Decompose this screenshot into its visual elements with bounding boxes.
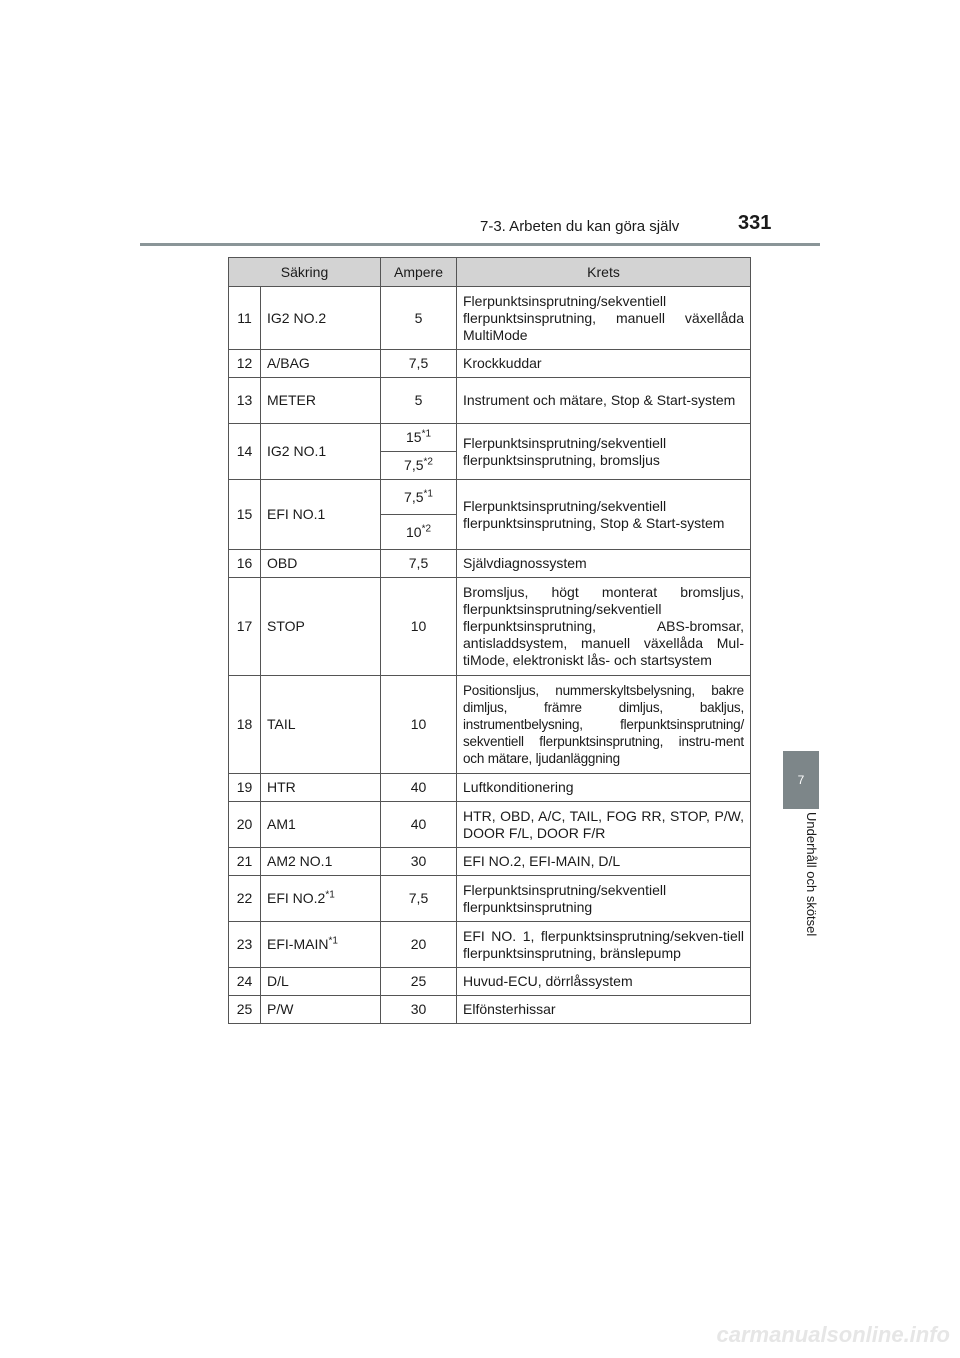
fuse-number: 21 — [229, 848, 261, 876]
fuse-name-cell — [261, 876, 381, 922]
fuse-ampere: 5 — [381, 287, 457, 350]
fuse-name: P/W — [261, 996, 381, 1024]
ampere-value: 7,5 — [404, 488, 424, 505]
footnote-marker: *1 — [325, 889, 335, 901]
fuse-number: 23 — [229, 922, 261, 968]
fuse-number: 20 — [229, 802, 261, 848]
fuse-circuit: Självdiagnossystem — [457, 550, 751, 578]
fuse-name: A/BAG — [261, 350, 381, 378]
fuse-number: 14 — [229, 424, 261, 480]
fuse-number: 16 — [229, 550, 261, 578]
table-row — [229, 922, 751, 968]
fuse-ampere: 20 — [381, 922, 457, 968]
fuse-ampere-variant-1 — [381, 480, 457, 515]
footnote-marker: *1 — [328, 935, 338, 947]
fuse-name: AM1 — [261, 802, 381, 848]
fuse-number: 25 — [229, 996, 261, 1024]
fuse-circuit: EFI NO.2, EFI-MAIN, D/L — [457, 848, 751, 876]
fuse-number: 18 — [229, 676, 261, 774]
table-row — [229, 876, 751, 922]
footnote-marker: *1 — [421, 428, 432, 440]
fuse-name: D/L — [261, 968, 381, 996]
fuse-name: IG2 NO.1 — [261, 424, 381, 480]
table-row — [229, 424, 751, 452]
fuse-name: EFI-MAIN — [267, 936, 329, 952]
fuse-ampere-variant-1 — [381, 424, 457, 452]
fuse-ampere: 7,5 — [381, 350, 457, 378]
fuse-number: 19 — [229, 774, 261, 802]
fuse-number: 24 — [229, 968, 261, 996]
page-number: 331 — [738, 212, 772, 234]
fuse-circuit: Elfönsterhissar — [457, 996, 751, 1024]
fuse-circuit: Luftkonditionering — [457, 774, 751, 802]
fuse-ampere: 5 — [381, 378, 457, 424]
fuse-name: METER — [261, 378, 381, 424]
fuse-name: EFI NO.1 — [261, 480, 381, 550]
table-row — [229, 968, 751, 996]
footnote-marker: *2 — [423, 456, 433, 468]
header-rule — [140, 243, 820, 246]
fuse-name-cell — [261, 922, 381, 968]
footnote-marker: *1 — [423, 487, 433, 499]
chapter-number: 7 — [797, 773, 805, 787]
fuse-number: 13 — [229, 378, 261, 424]
fuse-ampere: 7,5 — [381, 876, 457, 922]
fuse-name: TAIL — [261, 676, 381, 774]
fuse-circuit: EFI NO. 1, flerpunktsinsprutning/sekven-tiell flerpunktsinsprutning, bränslepump — [457, 922, 751, 968]
fuse-ampere-variant-2 — [381, 452, 457, 480]
table-row — [229, 578, 751, 676]
ampere-value: 10 — [405, 523, 422, 540]
fuse-ampere: 40 — [381, 802, 457, 848]
fuse-circuit: Flerpunktsinsprutning/sekventiell flerpunktsinsprutning, bromsljus — [457, 424, 751, 480]
table-row — [229, 287, 751, 350]
fuse-number: 15 — [229, 480, 261, 550]
fuse-circuit: Flerpunktsinsprutning/sekventiell flerpunktsinsprutning — [457, 876, 751, 922]
watermark-logo: carmanualsonline.info — [716, 1322, 950, 1347]
fuse-ampere: 7,5 — [381, 550, 457, 578]
fuse-table — [228, 257, 751, 1024]
fuse-circuit: Positionsljus, nummerskyltsbelysning, bakre dimljus, främre dimljus, bakljus, instrumentbelysning, flerpunktsinsprutning/ sekventiell flerpunktsinsprutning, instru-ment och mätare, ljudanläggning — [457, 676, 751, 774]
table-row — [229, 550, 751, 578]
fuse-name: EFI NO.2 — [267, 890, 326, 906]
section-title: 7-3. Arbeten du kan göra själv — [480, 218, 680, 235]
table-row — [229, 378, 751, 424]
fuse-circuit: Krockkuddar — [457, 350, 751, 378]
header-ampere: Ampere — [381, 258, 457, 287]
fuse-ampere-variant-2 — [381, 515, 457, 550]
fuse-name: OBD — [261, 550, 381, 578]
table-row — [229, 802, 751, 848]
table-row — [229, 774, 751, 802]
fuse-name: HTR — [261, 774, 381, 802]
fuse-ampere: 30 — [381, 848, 457, 876]
fuse-ampere: 25 — [381, 968, 457, 996]
ampere-value: 15 — [405, 429, 422, 445]
fuse-name: AM2 NO.1 — [261, 848, 381, 876]
header-fuse: Säkring — [229, 258, 381, 287]
table-row — [229, 676, 751, 774]
fuse-name: STOP — [261, 578, 381, 676]
fuse-number: 22 — [229, 876, 261, 922]
chapter-title: Underhåll och skötsel — [804, 812, 819, 937]
fuse-ampere: 40 — [381, 774, 457, 802]
chapter-tab[interactable] — [783, 751, 819, 809]
fuse-ampere: 10 — [381, 676, 457, 774]
fuse-number: 11 — [229, 287, 261, 350]
fuse-number: 12 — [229, 350, 261, 378]
ampere-value: 7,5 — [404, 457, 424, 473]
table-row — [229, 480, 751, 515]
fuse-circuit: Flerpunktsinsprutning/sekventiell flerpunktsinsprutning, manuell växellåda MultiMode — [457, 287, 751, 350]
fuse-ampere: 30 — [381, 996, 457, 1024]
fuse-number: 17 — [229, 578, 261, 676]
fuse-name: IG2 NO.2 — [261, 287, 381, 350]
fuse-circuit: Flerpunktsinsprutning/sekventiell flerpunktsinsprutning, Stop & Start-system — [457, 480, 751, 550]
fuse-circuit: Bromsljus, högt monterat bromsljus, flerpunktsinsprutning/sekventiell flerpunktsinsprutning, ABS-bromsar, antisladdsystem, manuell växellåda Mul-tiMode, elektroniskt lås- och startsystem — [457, 578, 751, 676]
table-row — [229, 350, 751, 378]
header-circuit: Krets — [457, 258, 751, 287]
table-row — [229, 848, 751, 876]
table-header-row — [229, 258, 751, 287]
fuse-circuit: Huvud-ECU, dörrlåssystem — [457, 968, 751, 996]
fuse-circuit: HTR, OBD, A/C, TAIL, FOG RR, STOP, P/W, DOOR F/L, DOOR F/R — [457, 802, 751, 848]
fuse-ampere: 10 — [381, 578, 457, 676]
table-row — [229, 996, 751, 1024]
fuse-circuit: Instrument och mätare, Stop & Start-system — [457, 378, 751, 424]
footnote-marker: *2 — [421, 522, 432, 534]
